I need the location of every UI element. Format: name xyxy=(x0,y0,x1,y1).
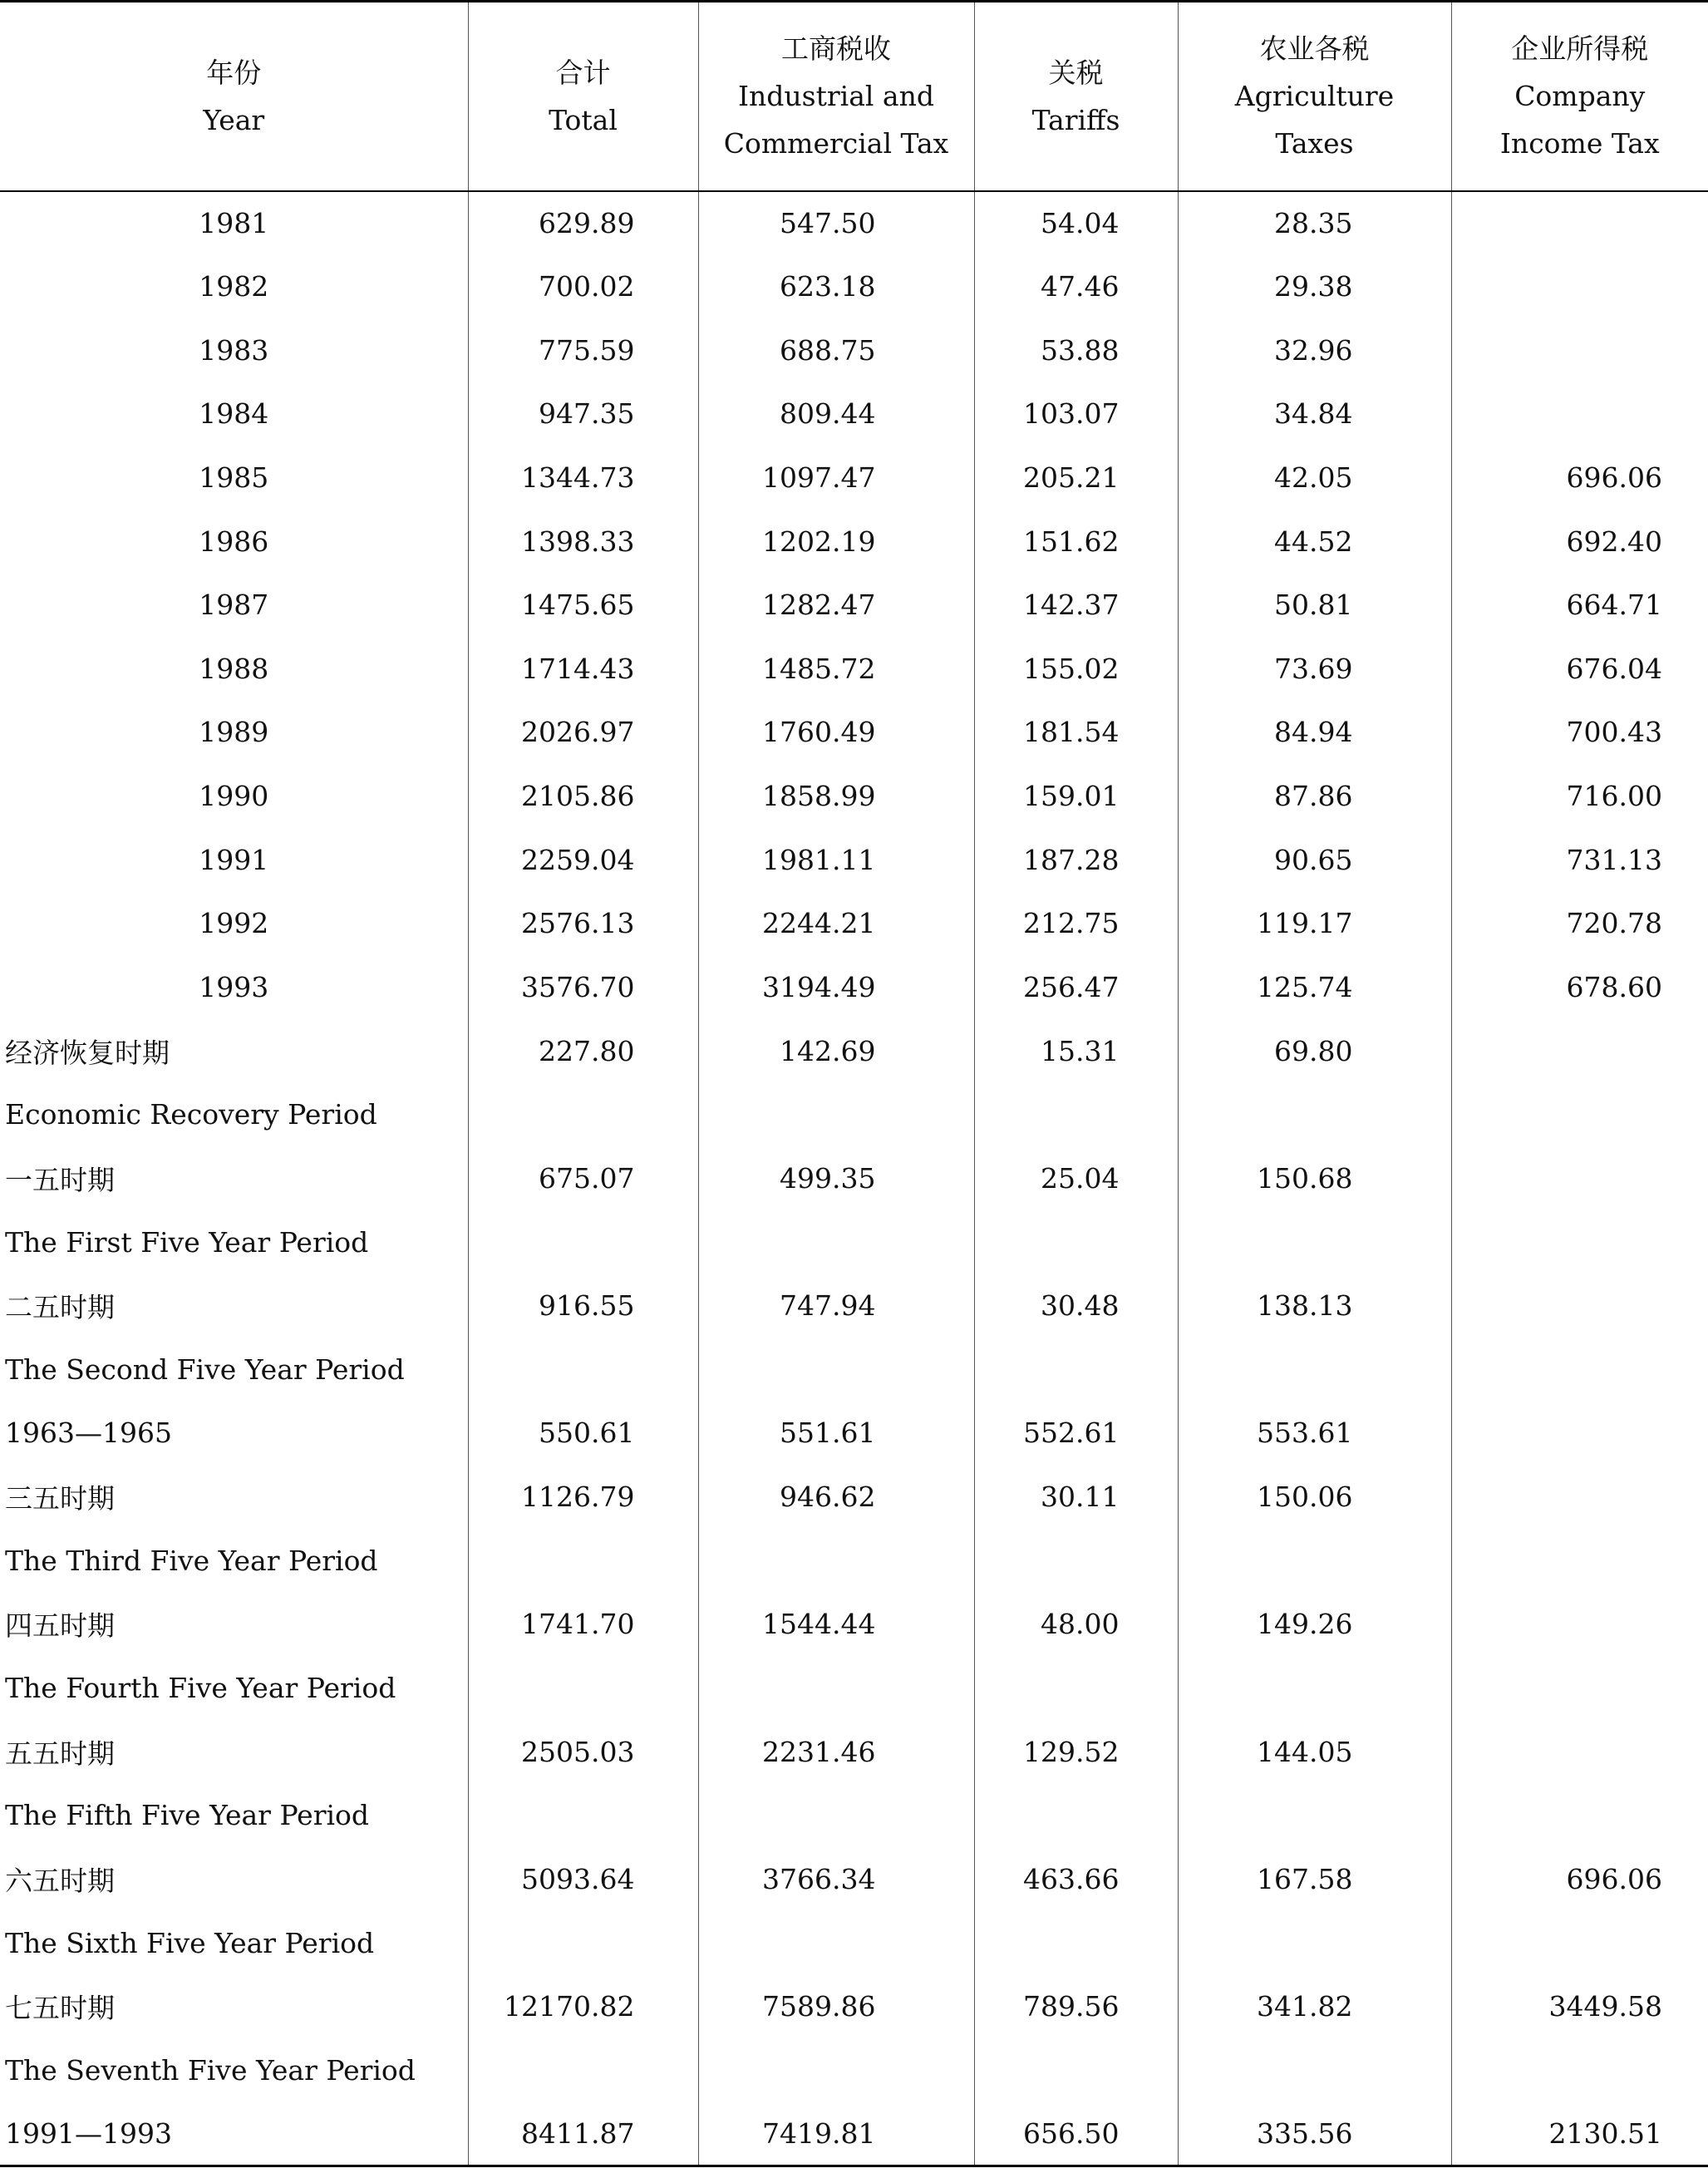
company-income-tax-cell xyxy=(1451,1720,1708,1784)
period-label-cell: 四五时期 xyxy=(5,1609,115,1643)
company-income-tax-cell xyxy=(1451,1656,1708,1720)
agriculture-taxes-cell: 150.68 xyxy=(1178,1146,1451,1210)
total-cell xyxy=(468,1338,698,1402)
industrial-commercial-tax-cell: 2231.46 xyxy=(698,1720,974,1784)
industrial-commercial-tax-cell: 1202.19 xyxy=(698,510,974,574)
period-label-cell: The Fifth Five Year Period xyxy=(5,1799,370,1832)
header-tariffs-en: Tariffs xyxy=(1031,103,1120,136)
table-row xyxy=(0,446,1708,510)
header-tariffs-zh: 关税 xyxy=(1048,56,1104,89)
agriculture-taxes-cell: 73.69 xyxy=(1178,637,1451,701)
total-cell: 2505.03 xyxy=(468,1720,698,1784)
period-label-cell: The First Five Year Period xyxy=(5,1225,369,1259)
table-row xyxy=(0,892,1708,956)
agriculture-taxes-cell: 125.74 xyxy=(1178,955,1451,1019)
period-label-cell: 1991—1993 xyxy=(0,2102,468,2166)
header-company-income-tax-en-2: Income Tax xyxy=(1499,127,1660,160)
header-industrial-commercial-tax-en-1: Industrial and xyxy=(738,80,934,113)
agriculture-taxes-cell: 84.94 xyxy=(1178,701,1451,765)
agriculture-taxes-cell: 44.52 xyxy=(1178,510,1451,574)
table-row xyxy=(0,1784,1708,1848)
industrial-commercial-tax-cell: 2244.21 xyxy=(698,892,974,956)
total-cell xyxy=(468,1911,698,1975)
header-industrial-commercial-tax xyxy=(698,2,974,191)
company-income-tax-cell xyxy=(1451,1784,1708,1848)
industrial-commercial-tax-cell: 3766.34 xyxy=(698,1847,974,1911)
industrial-commercial-tax-cell xyxy=(698,1656,974,1720)
table-row xyxy=(0,764,1708,828)
tariffs-cell xyxy=(974,2038,1178,2102)
industrial-commercial-tax-cell: 1858.99 xyxy=(698,764,974,828)
table-row xyxy=(0,637,1708,701)
company-income-tax-cell xyxy=(1451,1593,1708,1657)
tariffs-cell: 103.07 xyxy=(974,382,1178,446)
table-row xyxy=(0,1146,1708,1210)
agriculture-taxes-cell: 87.86 xyxy=(1178,764,1451,828)
table-row xyxy=(0,1019,1708,1083)
year-cell: 1993 xyxy=(199,971,269,1003)
year-cell: 1981 xyxy=(199,206,269,239)
header-company-income-tax-zh: 企业所得税 xyxy=(1511,32,1649,66)
year-cell: 1988 xyxy=(199,652,269,685)
period-label-cell: 五五时期 xyxy=(5,1737,115,1770)
agriculture-taxes-cell xyxy=(1178,1338,1451,1402)
table-row xyxy=(0,828,1708,892)
agriculture-taxes-cell: 149.26 xyxy=(1178,1593,1451,1657)
total-cell: 8411.87 xyxy=(468,2102,698,2166)
table-row xyxy=(0,1402,1708,1466)
table-row xyxy=(0,254,1708,318)
total-cell: 1741.70 xyxy=(468,1593,698,1657)
total-cell: 227.80 xyxy=(468,1019,698,1083)
industrial-commercial-tax-cell: 1760.49 xyxy=(698,701,974,765)
company-income-tax-cell xyxy=(1451,1911,1708,1975)
tariffs-cell: 187.28 xyxy=(974,828,1178,892)
company-income-tax-cell xyxy=(1451,1402,1708,1466)
industrial-commercial-tax-cell: 7589.86 xyxy=(698,1974,974,2038)
agriculture-taxes-cell xyxy=(1178,1210,1451,1274)
agriculture-taxes-cell: 42.05 xyxy=(1178,446,1451,510)
table-row xyxy=(0,191,1708,255)
year-cell: 1983 xyxy=(199,333,269,367)
header-agriculture-taxes-en-1: Agriculture xyxy=(1234,80,1395,113)
agriculture-taxes-cell xyxy=(1178,1529,1451,1593)
industrial-commercial-tax-cell xyxy=(698,1911,974,1975)
header-total xyxy=(468,2,698,191)
agriculture-taxes-cell: 138.13 xyxy=(1178,1274,1451,1338)
total-cell: 2259.04 xyxy=(468,828,698,892)
tariffs-cell: 552.61 xyxy=(974,1402,1178,1466)
tariffs-cell: 789.56 xyxy=(974,1974,1178,2038)
agriculture-taxes-cell: 167.58 xyxy=(1178,1847,1451,1911)
table-row xyxy=(0,1465,1708,1529)
table-row xyxy=(0,2102,1708,2166)
tariffs-cell xyxy=(974,1784,1178,1848)
company-income-tax-cell: 696.06 xyxy=(1451,446,1708,510)
header-year-zh: 年份 xyxy=(206,56,262,89)
tariffs-cell: 656.50 xyxy=(974,2102,1178,2166)
tariffs-cell: 54.04 xyxy=(974,191,1178,255)
total-cell: 947.35 xyxy=(468,382,698,446)
company-income-tax-cell xyxy=(1451,1465,1708,1529)
industrial-commercial-tax-cell: 499.35 xyxy=(698,1146,974,1210)
table-row xyxy=(0,1338,1708,1402)
period-label-cell: The Fourth Five Year Period xyxy=(5,1672,396,1705)
tariffs-cell xyxy=(974,1210,1178,1274)
tariffs-cell: 48.00 xyxy=(974,1593,1178,1657)
tariffs-cell: 463.66 xyxy=(974,1847,1178,1911)
header-industrial-commercial-tax-zh: 工商税收 xyxy=(781,32,891,66)
company-income-tax-cell xyxy=(1451,1210,1708,1274)
agriculture-taxes-cell xyxy=(1178,1082,1451,1146)
agriculture-taxes-cell: 34.84 xyxy=(1178,382,1451,446)
table-row xyxy=(0,1274,1708,1338)
company-income-tax-cell: 700.43 xyxy=(1451,701,1708,765)
tariffs-cell: 30.11 xyxy=(974,1465,1178,1529)
table-row xyxy=(0,1911,1708,1975)
table-row xyxy=(0,1720,1708,1784)
period-label-cell: The Sixth Five Year Period xyxy=(5,1926,375,1959)
company-income-tax-cell: 3449.58 xyxy=(1451,1974,1708,2038)
header-year xyxy=(0,2,468,191)
year-cell: 1986 xyxy=(199,525,269,558)
table-row xyxy=(0,318,1708,382)
total-cell: 916.55 xyxy=(468,1274,698,1338)
table-header xyxy=(0,2,1708,191)
year-cell: 1982 xyxy=(199,269,269,303)
header-agriculture-taxes xyxy=(1178,2,1451,191)
total-cell: 1475.65 xyxy=(468,573,698,637)
tariffs-cell: 205.21 xyxy=(974,446,1178,510)
industrial-commercial-tax-cell: 623.18 xyxy=(698,254,974,318)
table-row xyxy=(0,1210,1708,1274)
header-company-income-tax xyxy=(1451,2,1708,191)
table-body xyxy=(0,191,1708,2166)
tariffs-cell: 159.01 xyxy=(974,764,1178,828)
tariffs-cell: 256.47 xyxy=(974,955,1178,1019)
header-company-income-tax-en-1: Company xyxy=(1514,80,1646,113)
industrial-commercial-tax-cell: 1981.11 xyxy=(698,828,974,892)
period-label-cell: The Third Five Year Period xyxy=(5,1544,378,1577)
year-cell: 1987 xyxy=(199,589,269,622)
period-label-cell: 1963—1965 xyxy=(5,1417,172,1450)
industrial-commercial-tax-cell xyxy=(698,1210,974,1274)
total-cell xyxy=(468,1656,698,1720)
table-row xyxy=(0,2038,1708,2102)
agriculture-taxes-cell: 32.96 xyxy=(1178,318,1451,382)
total-cell xyxy=(468,1210,698,1274)
year-cell: 1989 xyxy=(199,716,269,749)
company-income-tax-cell xyxy=(1451,1529,1708,1593)
tariffs-cell: 47.46 xyxy=(974,254,1178,318)
agriculture-taxes-cell xyxy=(1178,2038,1451,2102)
company-income-tax-cell xyxy=(1451,191,1708,255)
header-industrial-commercial-tax-en-2: Commercial Tax xyxy=(723,127,949,160)
table-row xyxy=(0,510,1708,574)
year-cell: 1984 xyxy=(199,397,269,431)
agriculture-taxes-cell: 119.17 xyxy=(1178,892,1451,956)
agriculture-taxes-cell: 28.35 xyxy=(1178,191,1451,255)
tariffs-cell: 212.75 xyxy=(974,892,1178,956)
industrial-commercial-tax-cell: 551.61 xyxy=(698,1402,974,1466)
total-cell xyxy=(468,2038,698,2102)
company-income-tax-cell: 676.04 xyxy=(1451,637,1708,701)
total-cell: 1714.43 xyxy=(468,637,698,701)
tariffs-cell xyxy=(974,1656,1178,1720)
total-cell: 1126.79 xyxy=(468,1465,698,1529)
period-label-cell: 六五时期 xyxy=(5,1864,115,1897)
industrial-commercial-tax-cell xyxy=(698,1338,974,1402)
period-label-cell: 一五时期 xyxy=(5,1163,115,1196)
table-row xyxy=(0,1847,1708,1911)
industrial-commercial-tax-cell: 1485.72 xyxy=(698,637,974,701)
tariffs-cell xyxy=(974,1082,1178,1146)
agriculture-taxes-cell: 144.05 xyxy=(1178,1720,1451,1784)
period-label-cell: 三五时期 xyxy=(5,1482,115,1515)
agriculture-taxes-cell xyxy=(1178,1784,1451,1848)
tariffs-cell: 129.52 xyxy=(974,1720,1178,1784)
table-row xyxy=(0,955,1708,1019)
company-income-tax-cell xyxy=(1451,254,1708,318)
company-income-tax-cell: 696.06 xyxy=(1451,1847,1708,1911)
company-income-tax-cell xyxy=(1451,1146,1708,1210)
industrial-commercial-tax-cell: 1282.47 xyxy=(698,573,974,637)
industrial-commercial-tax-cell: 142.69 xyxy=(698,1019,974,1083)
total-cell xyxy=(468,1082,698,1146)
agriculture-taxes-cell: 150.06 xyxy=(1178,1465,1451,1529)
company-income-tax-cell: 664.71 xyxy=(1451,573,1708,637)
tariffs-cell: 30.48 xyxy=(974,1274,1178,1338)
period-label-cell: 二五时期 xyxy=(5,1291,115,1324)
total-cell xyxy=(468,1529,698,1593)
tariffs-cell: 15.31 xyxy=(974,1019,1178,1083)
company-income-tax-cell xyxy=(1451,382,1708,446)
industrial-commercial-tax-cell: 809.44 xyxy=(698,382,974,446)
header-tariffs xyxy=(974,2,1178,191)
table-row xyxy=(0,1082,1708,1146)
total-cell: 550.61 xyxy=(468,1402,698,1466)
industrial-commercial-tax-cell xyxy=(698,1784,974,1848)
table-row xyxy=(0,1656,1708,1720)
industrial-commercial-tax-cell: 747.94 xyxy=(698,1274,974,1338)
industrial-commercial-tax-cell xyxy=(698,1082,974,1146)
industrial-commercial-tax-cell xyxy=(698,2038,974,2102)
agriculture-taxes-cell: 553.61 xyxy=(1178,1402,1451,1466)
table-row xyxy=(0,1529,1708,1593)
tariffs-cell: 155.02 xyxy=(974,637,1178,701)
tariffs-cell xyxy=(974,1911,1178,1975)
year-cell: 1985 xyxy=(199,461,269,494)
period-label-cell: The Second Five Year Period xyxy=(5,1353,405,1386)
table-row xyxy=(0,1593,1708,1657)
industrial-commercial-tax-cell: 1544.44 xyxy=(698,1593,974,1657)
industrial-commercial-tax-cell: 1097.47 xyxy=(698,446,974,510)
tariffs-cell: 181.54 xyxy=(974,701,1178,765)
agriculture-taxes-cell: 90.65 xyxy=(1178,828,1451,892)
company-income-tax-cell xyxy=(1451,1274,1708,1338)
industrial-commercial-tax-cell: 547.50 xyxy=(698,191,974,255)
table-row xyxy=(0,382,1708,446)
company-income-tax-cell: 2130.51 xyxy=(1451,2102,1708,2166)
period-label-cell: The Seventh Five Year Period xyxy=(5,2053,416,2087)
year-cell: 1992 xyxy=(199,907,269,940)
company-income-tax-cell: 731.13 xyxy=(1451,828,1708,892)
header-total-zh: 合计 xyxy=(555,56,611,89)
tariffs-cell xyxy=(974,1529,1178,1593)
agriculture-taxes-cell xyxy=(1178,1911,1451,1975)
header-agriculture-taxes-zh: 农业各税 xyxy=(1259,32,1370,66)
industrial-commercial-tax-cell: 946.62 xyxy=(698,1465,974,1529)
header-row xyxy=(0,2,1708,191)
company-income-tax-cell xyxy=(1451,1082,1708,1146)
year-cell: 1990 xyxy=(199,780,269,813)
table-row xyxy=(0,573,1708,637)
agriculture-taxes-cell: 341.82 xyxy=(1178,1974,1451,2038)
table-row xyxy=(0,701,1708,765)
total-cell: 2576.13 xyxy=(468,892,698,956)
industrial-commercial-tax-cell: 7419.81 xyxy=(698,2102,974,2166)
total-cell: 2026.97 xyxy=(468,701,698,765)
total-cell: 12170.82 xyxy=(468,1974,698,2038)
total-cell: 1344.73 xyxy=(468,446,698,510)
company-income-tax-cell: 678.60 xyxy=(1451,955,1708,1019)
agriculture-taxes-cell: 335.56 xyxy=(1178,2102,1451,2166)
total-cell: 675.07 xyxy=(468,1146,698,1210)
year-cell: 1991 xyxy=(199,843,269,876)
tariffs-cell: 151.62 xyxy=(974,510,1178,574)
total-cell: 775.59 xyxy=(468,318,698,382)
industrial-commercial-tax-cell xyxy=(698,1529,974,1593)
total-cell: 3576.70 xyxy=(468,955,698,1019)
agriculture-taxes-cell xyxy=(1178,1656,1451,1720)
header-agriculture-taxes-en-2: Taxes xyxy=(1275,127,1354,160)
tariffs-cell: 25.04 xyxy=(974,1146,1178,1210)
industrial-commercial-tax-cell: 3194.49 xyxy=(698,955,974,1019)
company-income-tax-cell: 720.78 xyxy=(1451,892,1708,956)
tariffs-cell: 142.37 xyxy=(974,573,1178,637)
company-income-tax-cell xyxy=(1451,2038,1708,2102)
agriculture-taxes-cell: 29.38 xyxy=(1178,254,1451,318)
period-label-cell: 经济恢复时期 xyxy=(5,1036,170,1069)
total-cell: 1398.33 xyxy=(468,510,698,574)
tariffs-cell: 53.88 xyxy=(974,318,1178,382)
total-cell: 2105.86 xyxy=(468,764,698,828)
tariffs-cell xyxy=(974,1338,1178,1402)
industrial-commercial-tax-cell: 688.75 xyxy=(698,318,974,382)
company-income-tax-cell: 692.40 xyxy=(1451,510,1708,574)
period-label-cell: Economic Recovery Period xyxy=(5,1098,377,1131)
header-year-en: Year xyxy=(203,103,265,136)
table-row xyxy=(0,1974,1708,2038)
header-total-en: Total xyxy=(549,103,618,136)
total-cell xyxy=(468,1784,698,1848)
company-income-tax-cell xyxy=(1451,318,1708,382)
total-cell: 5093.64 xyxy=(468,1847,698,1911)
agriculture-taxes-cell: 69.80 xyxy=(1178,1019,1451,1083)
company-income-tax-cell xyxy=(1451,1019,1708,1083)
total-cell: 629.89 xyxy=(468,191,698,255)
total-cell: 700.02 xyxy=(468,254,698,318)
period-label-cell: 七五时期 xyxy=(5,1992,115,2025)
company-income-tax-cell: 716.00 xyxy=(1451,764,1708,828)
agriculture-taxes-cell: 50.81 xyxy=(1178,573,1451,637)
company-income-tax-cell xyxy=(1451,1338,1708,1402)
